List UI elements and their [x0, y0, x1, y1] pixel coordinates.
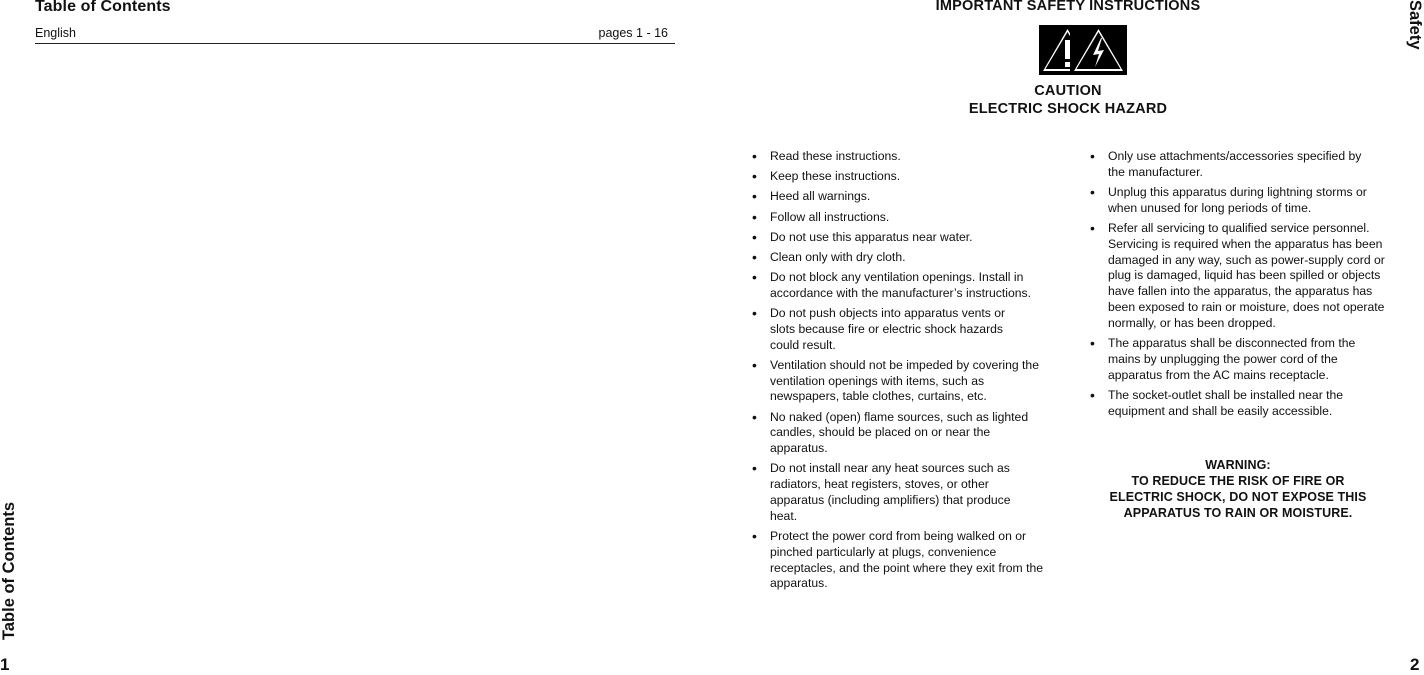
side-tab-left: Table of Contents [0, 501, 18, 640]
warning-line: ELECTRIC SHOCK, DO NOT EXPOSE THIS [1109, 490, 1367, 504]
list-item: • Ventilation should not be impeded by covering the ventilation openings with items, such as newspapers, table clothes, curtains, etc. [752, 358, 1048, 405]
safety-list-right [1090, 149, 1390, 424]
side-tab-right [1404, 0, 1424, 60]
safety-heading: IMPORTANT SAFETY INSTRUCTIONS [935, 0, 1201, 14]
list-item: • Only use attachments/accessories specified by the manufacturer. [1090, 149, 1390, 181]
caution-line-1: CAUTION [1034, 83, 1102, 99]
warning-block [1090, 457, 1386, 521]
caution-line-2: ELECTRIC SHOCK HAZARD [968, 101, 1168, 117]
toc-title: Table of Contents [35, 0, 171, 15]
warning-line: TO REDUCE THE RISK OF FIRE OR [1131, 474, 1345, 488]
page-number-right: 2 [1410, 655, 1420, 674]
list-item: • Keep these instructions. [752, 169, 1048, 185]
list-item: • Read these instructions. [752, 149, 1048, 165]
list-item: • Do not block any ventilation openings. Install in accordance with the manufacturer’s instructions. [752, 270, 1048, 302]
safety-list-left [752, 149, 1048, 597]
toc-language: English [35, 26, 76, 40]
list-item: • Do not push objects into apparatus vents or slots because fire or electric shock hazards could result. [752, 306, 1048, 353]
list-item: • The socket-outlet shall be installed near the equipment and shall be easily accessible. [1090, 388, 1390, 420]
list-item: • Refer all servicing to qualified service personnel. Servicing is required when the apparatus has been damaged in any way, such as power-supply cord or plug is damaged, liquid has been spilled or objects have fallen into the apparatus, the apparatus has been exposed to rain or moisture, does not operate normally, or has been dropped. [1090, 221, 1390, 332]
page-number-left: 1 [0, 655, 10, 674]
list-item: • Do not install near any heat sources such as radiators, heat registers, stoves, or other apparatus (including amplifiers) that produce heat. [752, 461, 1048, 524]
list-item: • Unplug this apparatus during lightning storms or when unused for long periods of time. [1090, 185, 1390, 217]
warning-line: APPARATUS TO RAIN OR MOISTURE. [1123, 506, 1353, 520]
list-item: • Heed all warnings. [752, 189, 1048, 205]
warning-line: WARNING: [1205, 458, 1271, 472]
list-item: • Do not use this apparatus near water. [752, 230, 1048, 246]
list-item: • No naked (open) flame sources, such as lighted candles, should be placed on or near the apparatus. [752, 410, 1048, 457]
caution-label [900, 82, 1236, 118]
lightning-triangle-icon [1070, 25, 1127, 75]
list-item: • The apparatus shall be disconnected from the mains by unplugging the power cord of the apparatus from the AC mains receptacle. [1090, 336, 1390, 383]
side-tab-right-label: Safety [1406, 0, 1424, 50]
list-item: • Follow all instructions. [752, 210, 1048, 226]
toc-page-range: pages 1 - 16 [598, 26, 668, 40]
list-item: • Protect the power cord from being walked on or pinched particularly at plugs, convenience receptacles, and the point where they exit from the apparatus. [752, 529, 1048, 592]
list-item: • Clean only with dry cloth. [752, 250, 1048, 266]
toc-entry-english[interactable] [35, 26, 675, 44]
